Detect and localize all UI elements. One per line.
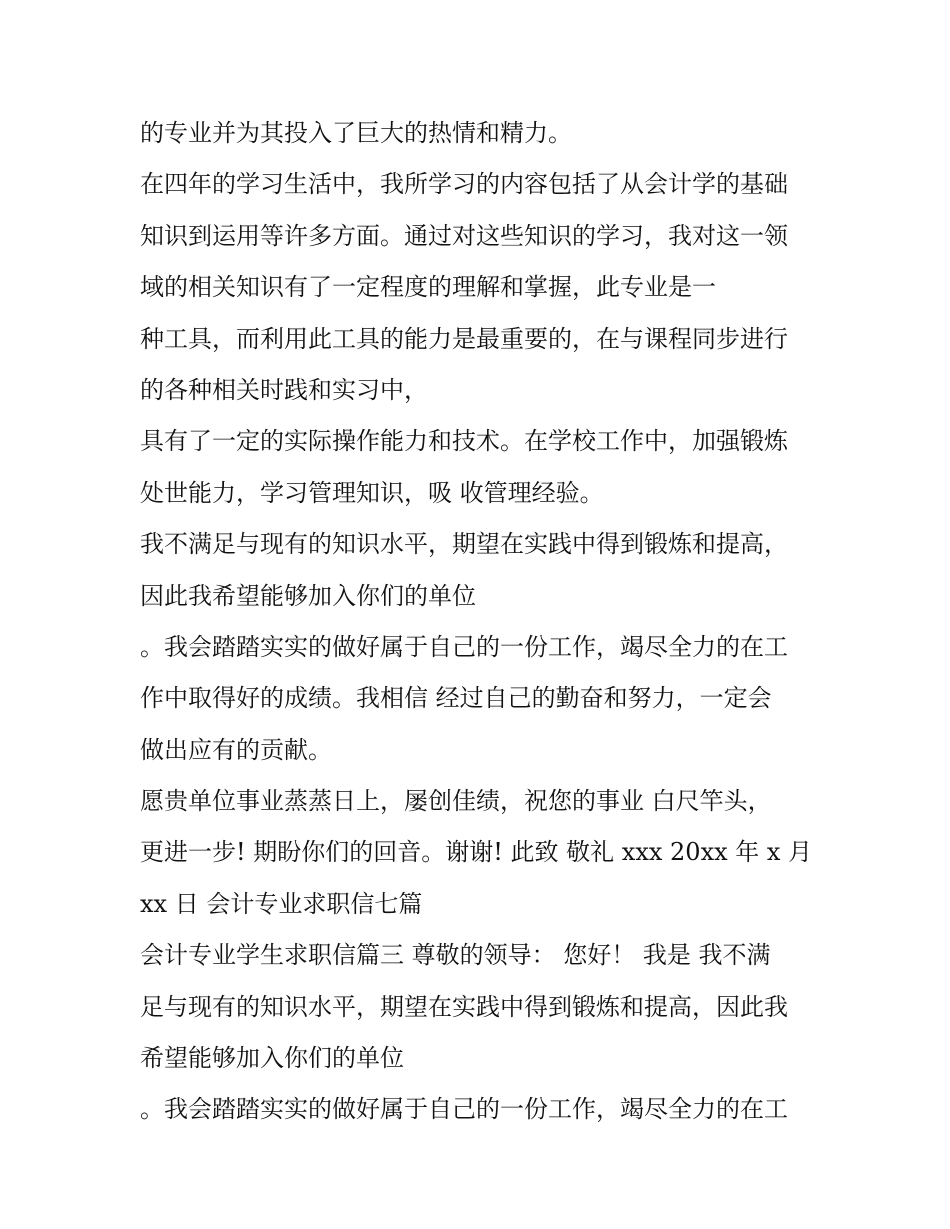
text-line: 会计专业学生求职信篇三 尊敬的领导： 您好！ 我是 我不满 [140,941,771,970]
text-line: 域的相关知识有了一定程度的理解和掌握，此专业是一 [140,273,716,302]
text-line: 具有了一定的实际操作能力和技术。在学校工作中，加强锻炼 [140,427,788,456]
text-line: 的各种相关时践和实习中， [140,375,428,404]
text-line: 愿贵单位事业蒸蒸日上，屡创佳绩，祝您的事业 白尺竿头， [140,787,772,816]
text-line: 希望能够加入你们的单位 [140,1044,404,1073]
text-line: 做出应有的贡献。 [140,735,332,764]
text-line: 的专业并为其投入了巨大的热情和精力。 [140,119,572,147]
document-body [140,108,820,1136]
text-line: 知识到运用等许多方面。通过对这些知识的学习，我对这一领 [140,221,788,250]
text-line: 我不满足与现有的知识水平，期望在实践中得到锻炼和提高， [140,530,788,559]
text-line: 处世能力，学习管理知识，吸 收管理经验。 [140,478,604,507]
text-line: 作中取得好的成绩。我相信 经过自己的勤奋和努力，一定会 [140,684,772,713]
text-line: 在四年的学习生活中，我所学习的内容包括了从会计学的基础 [140,170,788,199]
text-line: 足与现有的知识水平，期望在实践中得到锻炼和提高，因此我 [140,992,788,1021]
text-line: xx 日 会计专业求职信七篇 [140,889,423,918]
text-line: 更进一步! 期盼你们的回音。谢谢! 此致 敬礼 xxx 20xx 年 x 月 [140,838,813,867]
text-line: 种工具，而利用此工具的能力是最重要的，在与课程同步进行 [140,324,788,353]
text-line: 。我会踏踏实实的做好属于自己的一份工作，竭尽全力的在工 [140,632,788,661]
text-line: 。我会踏踏实实的做好属于自己的一份工作，竭尽全力的在工 [140,1095,788,1124]
text-line: 因此我希望能够加入你们的单位 [140,581,476,610]
